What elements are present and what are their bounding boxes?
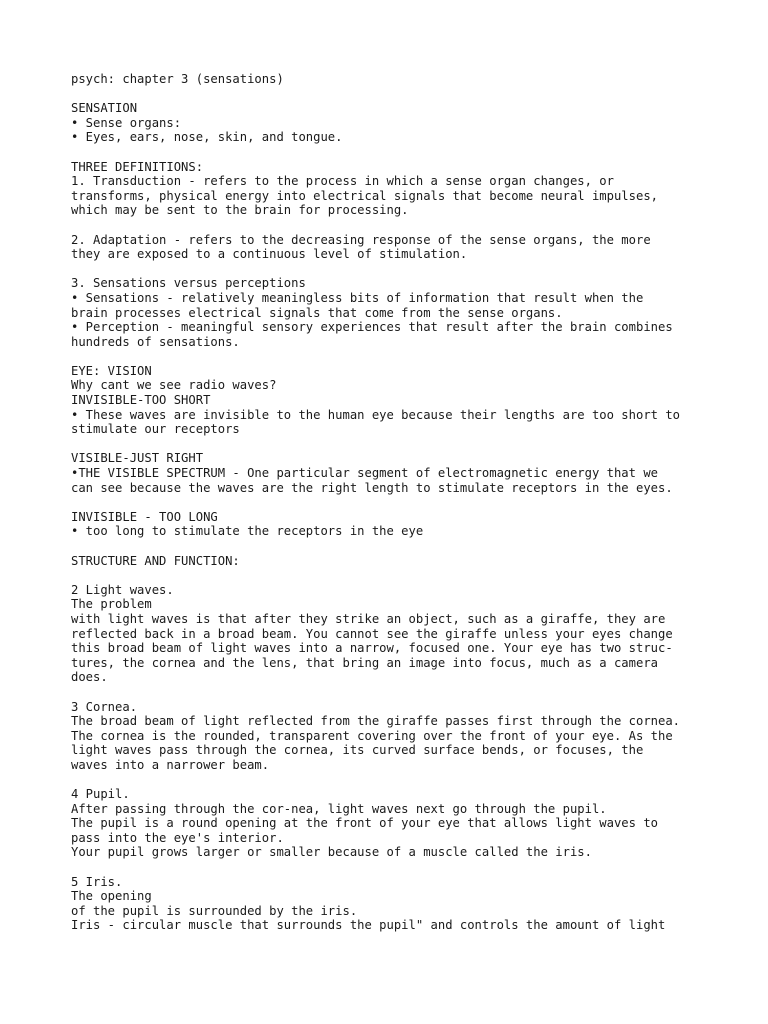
text-line: transforms, physical energy into electrical signals that become neural impulses, bbox=[71, 188, 658, 203]
text-line: brain processes electrical signals that come from the sense organs. bbox=[71, 305, 563, 320]
text-line: does. bbox=[71, 670, 108, 685]
text-line: Iris - circular muscle that surrounds the pupil" and controls the amount of light bbox=[71, 918, 666, 933]
text-line: waves into a narrower beam. bbox=[71, 757, 270, 772]
text-line: • too long to stimulate the receptors in the eye bbox=[71, 524, 424, 539]
text-line: The pupil is a round opening at the front of your eye that allows light waves to bbox=[71, 816, 658, 831]
text-line: THREE DEFINITIONS: bbox=[71, 159, 204, 174]
text-line: 4 Pupil. bbox=[71, 787, 130, 802]
text-line: The opening bbox=[71, 889, 152, 904]
text-line: they are exposed to a continuous level of stimulation. bbox=[71, 247, 468, 262]
text-line: 2 Light waves. bbox=[71, 582, 174, 597]
blank-line bbox=[71, 262, 731, 277]
blank-line bbox=[71, 87, 731, 102]
blank-line bbox=[71, 685, 731, 700]
text-line: can see because the waves are the right length to stimulate receptors in the eyes. bbox=[71, 480, 673, 495]
text-line: 2. Adaptation - refers to the decreasing response of the sense organs, the more bbox=[71, 232, 651, 247]
text-line: •THE VISIBLE SPECTRUM - One particular segment of electromagnetic energy that we bbox=[71, 466, 658, 481]
document-page bbox=[71, 72, 731, 933]
blank-line bbox=[71, 568, 731, 583]
text-line: pass into the eye's interior. bbox=[71, 830, 284, 845]
blank-line bbox=[71, 860, 731, 875]
text-line: of the pupil is surrounded by the iris. bbox=[71, 903, 358, 918]
text-line: The cornea is the rounded, transparent covering over the front of your eye. As the bbox=[71, 728, 673, 743]
text-line: After passing through the cor-nea, light waves next go through the pupil. bbox=[71, 801, 607, 816]
text-line: VISIBLE-JUST RIGHT bbox=[71, 451, 204, 466]
text-line: The broad beam of light reflected from the giraffe passes first through the cornea. bbox=[71, 714, 681, 729]
text-line: INVISIBLE-TOO SHORT bbox=[71, 393, 211, 408]
text-line: 3 Cornea. bbox=[71, 699, 138, 714]
blank-line bbox=[71, 349, 731, 364]
text-line: SENSATION bbox=[71, 101, 138, 116]
blank-line bbox=[71, 539, 731, 554]
text-line: INVISIBLE - TOO LONG bbox=[71, 509, 218, 524]
text-line: stimulate our receptors bbox=[71, 422, 240, 437]
text-line: STRUCTURE AND FUNCTION: bbox=[71, 553, 240, 568]
text-line: • Sense organs: bbox=[71, 115, 182, 130]
text-line: The problem bbox=[71, 597, 152, 612]
text-line: 1. Transduction - refers to the process in which a sense organ changes, or bbox=[71, 174, 614, 189]
text-line: hundreds of sensations. bbox=[71, 334, 240, 349]
text-line: 5 Iris. bbox=[71, 874, 123, 889]
text-line: • Perception - meaningful sensory experiences that result after the brain combines bbox=[71, 320, 673, 335]
text-line: tures, the cornea and the lens, that bring an image into focus, much as a camera bbox=[71, 655, 658, 670]
blank-line bbox=[71, 145, 731, 160]
text-line: this broad beam of light waves into a narrow, focused one. Your eye has two struc- bbox=[71, 641, 673, 656]
blank-line bbox=[71, 773, 731, 788]
text-line: • These waves are invisible to the human eye because their lengths are too short to bbox=[71, 407, 681, 422]
blank-line bbox=[71, 218, 731, 233]
text-line: EYE: VISION bbox=[71, 363, 152, 378]
text-line: psych: chapter 3 (sensations) bbox=[71, 72, 284, 86]
text-line: • Eyes, ears, nose, skin, and tongue. bbox=[71, 130, 343, 145]
text-line: • Sensations - relatively meaningless bits of information that result when the bbox=[71, 290, 644, 305]
text-line: which may be sent to the brain for processing. bbox=[71, 203, 409, 218]
text-line: 3. Sensations versus perceptions bbox=[71, 276, 306, 291]
blank-line bbox=[71, 495, 731, 510]
text-line: light waves pass through the cornea, its curved surface bends, or focuses, the bbox=[71, 743, 644, 758]
text-line: Why cant we see radio waves? bbox=[71, 378, 277, 393]
text-line: with light waves is that after they strike an object, such as a giraffe, they are bbox=[71, 611, 666, 626]
blank-line bbox=[71, 437, 731, 452]
text-line: Your pupil grows larger or smaller because of a muscle called the iris. bbox=[71, 845, 592, 860]
text-line: reflected back in a broad beam. You cannot see the giraffe unless your eyes change bbox=[71, 626, 673, 641]
